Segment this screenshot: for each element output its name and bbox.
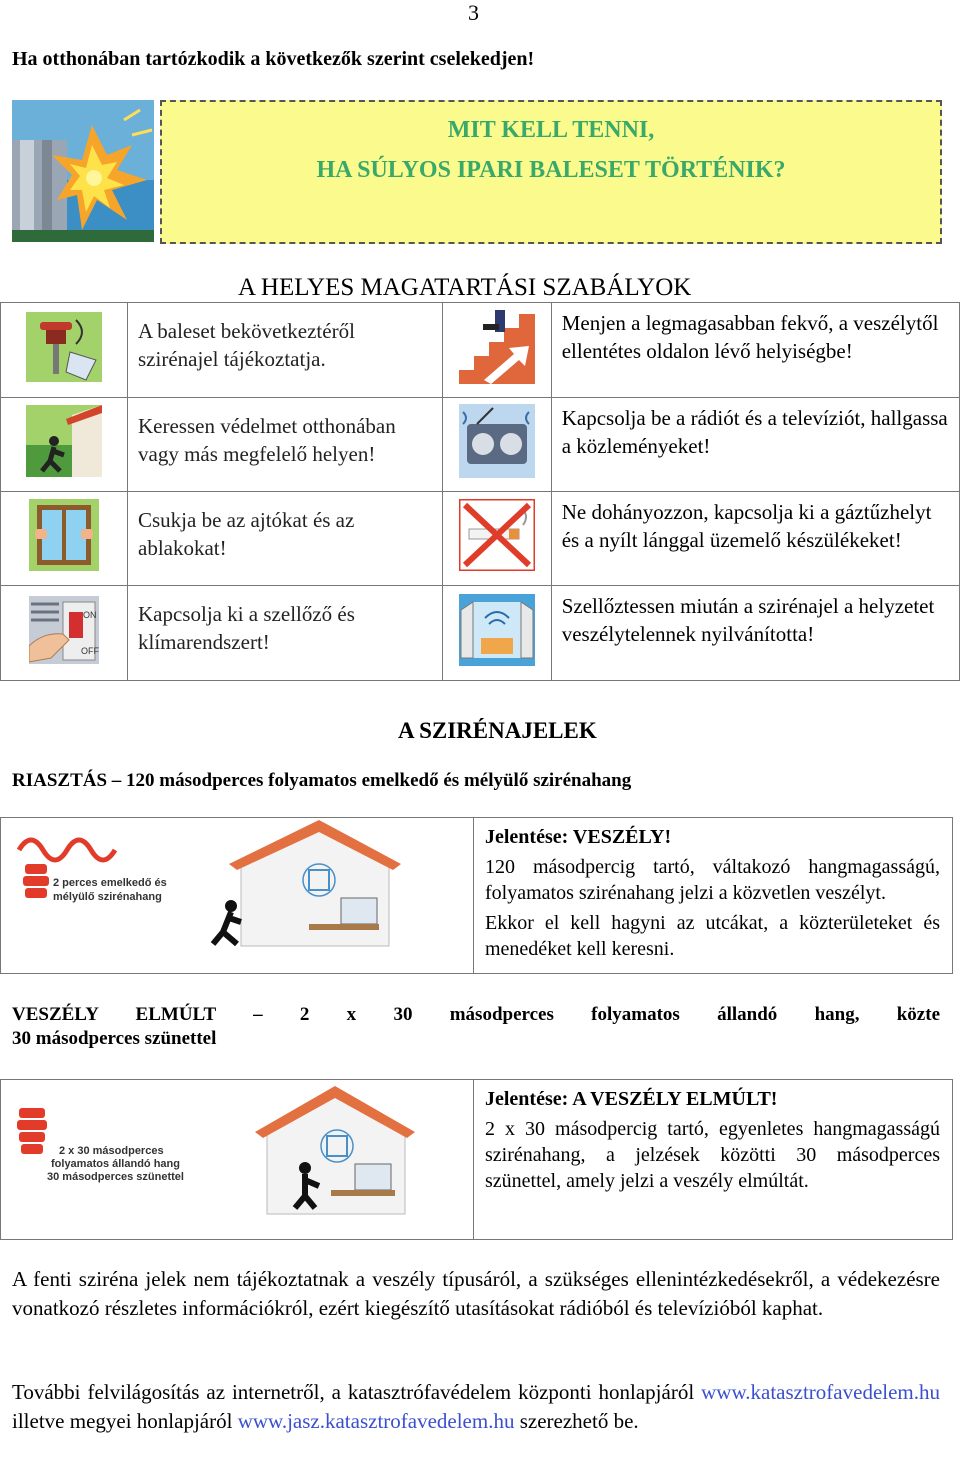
no-smoking-icon: [459, 499, 535, 571]
rule-air-out: Szellőztessen miután a szirénajel a helyzetet veszélytelennek nyilvánította!: [551, 586, 959, 681]
alarm-box-divider: [473, 818, 474, 973]
alarm-siren-illustration: [9, 820, 469, 970]
footer-text-a: További felvilágosítás az internetről, a katasztrófavédelem központi honlapjáról: [12, 1380, 695, 1404]
all-clear-heading: VESZÉLY ELMÚLT – 2 x 30 másodperces folyamatos állandó hang, közte: [12, 1004, 940, 1025]
rule-stairs: Menjen a legmagasabban fekvő, a veszélytől ellentétes oldalon lévő helyiségbe!: [551, 303, 959, 398]
rule-shelter: Keressen védelmet otthonában vagy más megfelelő helyen!: [128, 398, 443, 492]
switch-pictogram-cell: [1, 586, 128, 681]
clear-box-divider: [473, 1080, 474, 1239]
window-icon: [29, 499, 99, 571]
all-clear-signal-box: [0, 1079, 953, 1240]
all-clear-heading-line2: 30 másodperces szünettel: [12, 1028, 217, 1049]
alarm-text-1: 120 másodpercig tartó, váltakozó hangmagasságú, folyamatos szirénahang jelzi a közvetlen veszélyt.: [485, 856, 940, 904]
rules-table: [0, 302, 960, 681]
shelter-pictogram-cell: [1, 398, 128, 492]
central-website-link[interactable]: www.katasztrofavedelem.hu: [701, 1380, 940, 1404]
switch-on-label: ON: [83, 609, 97, 620]
rule-no-smoking: Ne dohányozzon, kapcsolja ki a gáztűzhelyt és a nyílt lánggal üzemelő készülékeket!: [551, 492, 959, 586]
window-pictogram-cell: [1, 492, 128, 586]
siren-icon: [26, 312, 102, 382]
alarm-description: [485, 824, 940, 962]
stairs-icon: [459, 310, 535, 384]
footer-paragraph-2: [12, 1378, 940, 1436]
stairs-pictogram-cell: [442, 303, 551, 398]
rules-title: A HELYES MAGATARTÁSI SZABÁLYOK: [238, 274, 692, 301]
ventilation-switch-icon: [29, 596, 99, 664]
alarm-text-2: Ekkor el kell hagyni az utcákat, a közterületeket és menedéket kell keresni.: [485, 912, 940, 960]
no-smoking-pictogram-cell: [442, 492, 551, 586]
rule-radio: Kapcsolja be a rádiót és a televíziót, hallgassa a közleményeket!: [551, 398, 959, 492]
banner-line2: HA SÚLYOS IPARI BALESET TÖRTÉNIK?: [316, 157, 786, 183]
banner-box: [160, 100, 942, 244]
all-clear-description: [485, 1086, 940, 1194]
intro-heading: Ha otthonában tartózkodik a következők szerint cselekedjen!: [12, 48, 535, 70]
banner-line1: MIT KELL TENNI,: [447, 117, 655, 143]
rule-windows: Csukja be az ajtókat és az ablakokat!: [128, 492, 443, 586]
rule-ventilation: Kapcsolja ki a szellőző és klímarendszert!: [128, 586, 443, 681]
alarm-signal-box: [0, 817, 953, 974]
clear-siren-label-2: folyamatos állandó hang: [51, 1158, 180, 1170]
alarm-meaning: Jelentése: VESZÉLY!: [485, 826, 672, 848]
footer-text-c: szerezhető be.: [519, 1409, 639, 1433]
industrial-fire-illustration: [12, 100, 154, 242]
air-out-pictogram-cell: [442, 586, 551, 681]
alarm-heading: RIASZTÁS – 120 másodperces folyamatos emelkedő és mélyülő szirénahang: [12, 770, 632, 791]
clear-siren-label-1: 2 x 30 másodperces: [59, 1145, 164, 1157]
open-window-icon: [459, 594, 535, 666]
siren-pictogram-cell: [1, 303, 128, 398]
footer-text-b: illetve megyei honlapjáról: [12, 1409, 233, 1433]
rule-siren: A baleset bekövetkeztéről szirénajel tájékoztatja.: [128, 303, 443, 398]
radio-pictogram-cell: [442, 398, 551, 492]
all-clear-text: 2 x 30 másodpercig tartó, egyenletes hangmagasságú szirénahang, a jelzések közötti 30 másodperces szünettel, amely jelzi a veszély elmúltát.: [485, 1118, 940, 1192]
footer-paragraph-1: A fenti sziréna jelek nem tájékoztatnak a veszély típusáról, a szükséges ellenintézkedésekről, a védekezésre vonatkozó részletes információkról, ezért kiegészítő utasításokat rádióból és televízióból kaphat.: [12, 1267, 940, 1320]
page-number: 3: [468, 0, 479, 25]
switch-off-label: OFF: [81, 645, 99, 656]
all-clear-meaning: Jelentése: A VESZÉLY ELMÚLT!: [485, 1088, 778, 1110]
sirens-section-title: A SZIRÉNAJELEK: [398, 718, 597, 743]
alarm-siren-label-2: mélyülő szirénahang: [53, 891, 162, 903]
county-website-link[interactable]: www.jasz.katasztrofavedelem.hu: [237, 1409, 515, 1433]
clear-siren-label-3: 30 másodperces szünettel: [47, 1171, 184, 1183]
house-shelter-icon: [26, 405, 102, 477]
all-clear-siren-illustration: [9, 1084, 469, 1234]
radio-icon: [459, 404, 535, 478]
alarm-siren-label-1: 2 perces emelkedő és: [53, 877, 167, 889]
